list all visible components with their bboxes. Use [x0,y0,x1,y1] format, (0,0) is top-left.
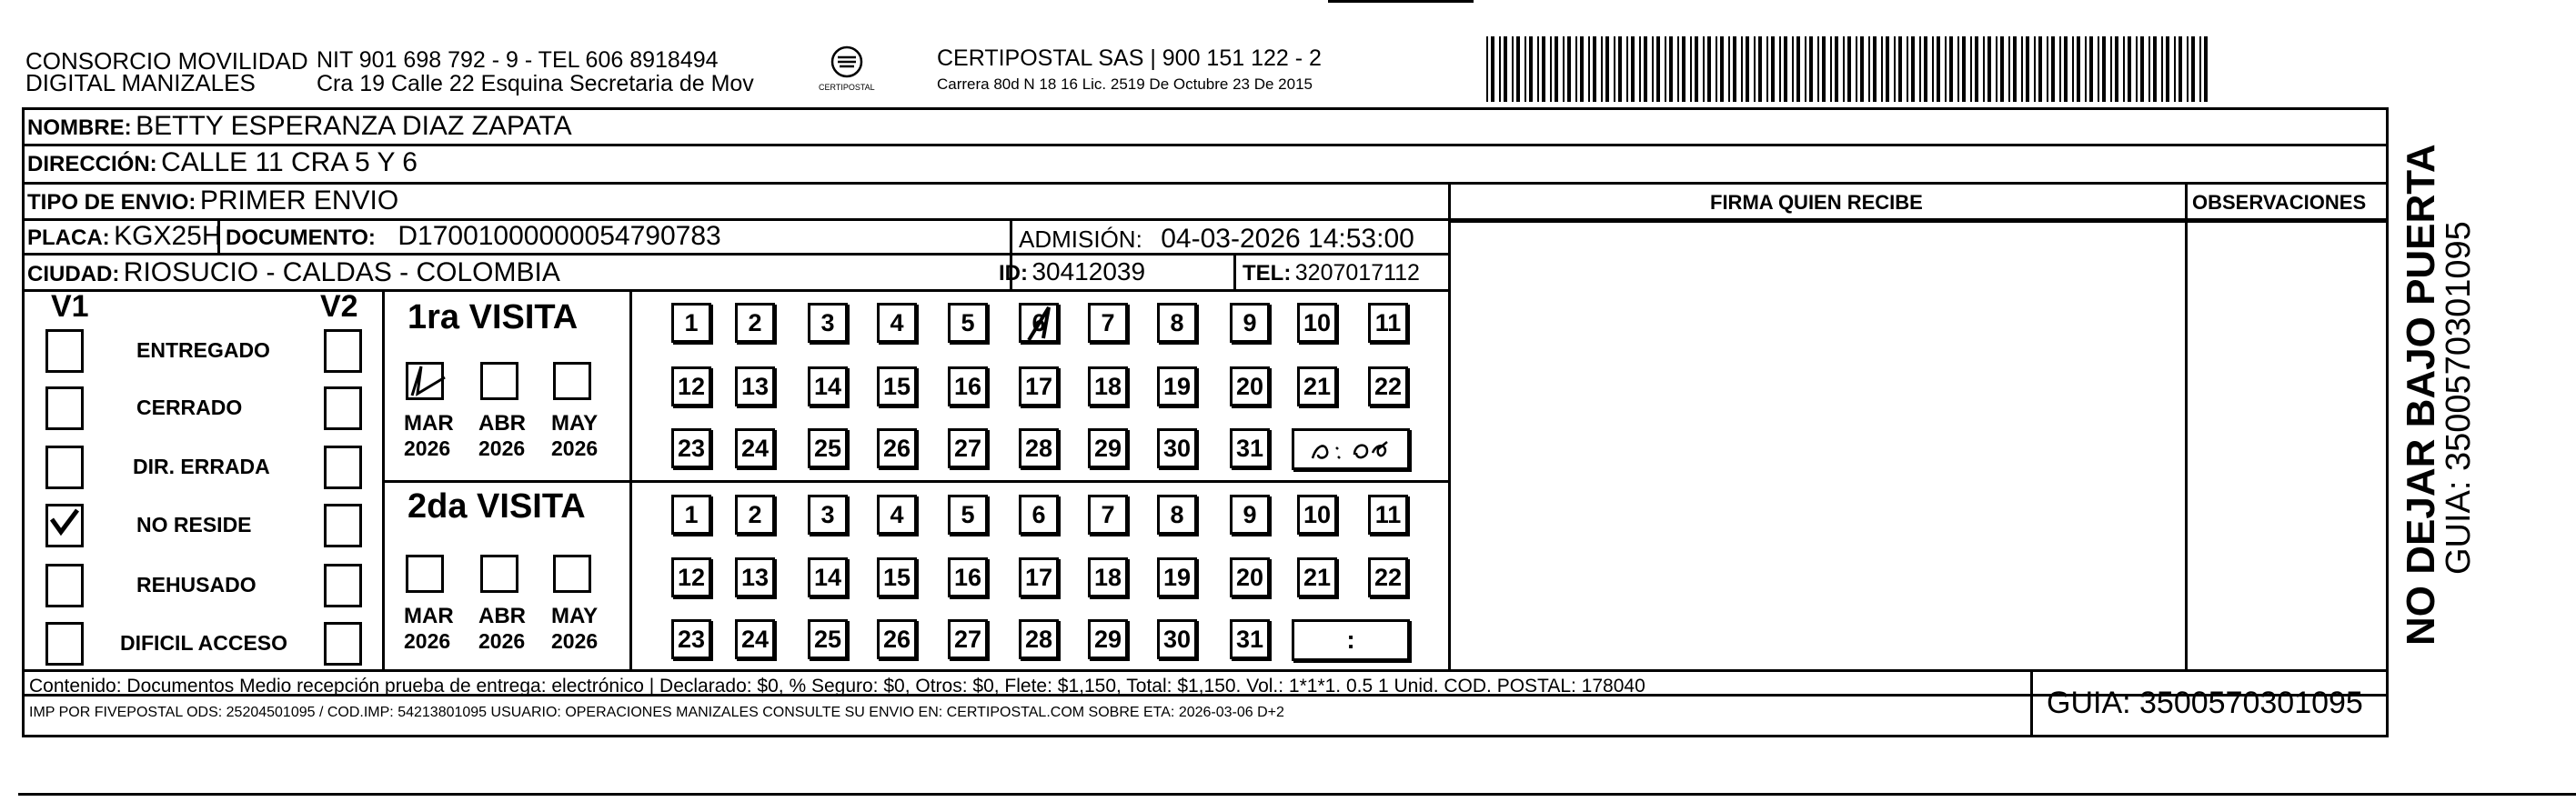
barcode-bar [2000,36,2004,102]
barcode-bar [1639,36,1641,102]
tel-label: TEL: [1243,261,1292,286]
day-box[interactable]: 19 [1157,557,1197,597]
barcode-bar [1618,36,1622,102]
barcode-bar [1614,36,1615,102]
barcode-bar [1919,36,1921,102]
barcode-bar [1856,36,1857,102]
barcode-bar [1809,36,1813,102]
day-box[interactable]: 3 [808,495,848,535]
barcode-bar [1644,36,1647,102]
barcode-bar [1695,36,1698,102]
v1-checkbox[interactable] [45,329,84,373]
day-box[interactable]: 16 [948,557,988,597]
day-box[interactable]: 21 [1297,366,1337,406]
day-box[interactable]: 13 [735,366,775,406]
barcode-bar [1652,36,1654,102]
company-name-line1: CONSORCIO MOVILIDAD [25,47,308,75]
firma-label: FIRMA QUIEN RECIBE [1710,191,1923,214]
barcode-bar [1766,36,1768,102]
month-checkbox[interactable] [406,555,444,593]
day-box[interactable]: 24 [735,428,775,468]
year-label: 2026 [478,629,526,653]
barcode-bar [2013,36,2017,102]
tel-value: 3207017112 [1294,260,1420,286]
day-box[interactable]: 18 [1088,557,1128,597]
barcode-bar [1996,36,1997,102]
day-box[interactable]: 31 [1230,428,1270,468]
tipo-label: TIPO DE ENVIO: [27,190,196,215]
barcode-bar [1682,36,1685,102]
day-box[interactable]: 13 [735,557,775,597]
barcode-bar [1601,36,1603,102]
day-box[interactable]: 30 [1157,428,1197,468]
v2-checkbox[interactable] [324,622,362,666]
day-box[interactable]: 27 [948,428,988,468]
day-box[interactable]: 3 [808,303,848,343]
barcode-bar [1746,36,1749,102]
barcode-bar [2187,36,2189,102]
barcode-bar [1911,36,1915,102]
day-box[interactable]: 19 [1157,366,1197,406]
barcode-bar [1733,36,1736,102]
year-label: 2026 [404,436,451,460]
day-box[interactable]: 30 [1157,619,1197,659]
nombre-label: NOMBRE: [27,115,132,140]
day-box[interactable]: 5 [948,495,988,535]
barcode-bar [1550,36,1552,102]
observaciones-label: OBSERVACIONES [2192,191,2367,214]
barcode-bar [1720,36,1724,102]
footer-content-line: Contenido: Documentos Medio recepción prueba de entrega: electrónico | Declarado: $0, % Seguro: $0, Otros: $0, Flete: $1,150, Total: $1,150. Vol.: 1*1*1. 0.5 1 Unid. COD. POSTAL: 178040 [29,676,1645,697]
v1-header: V1 [51,289,89,324]
placa-label: PLACA: [27,226,110,250]
id-row [999,259,1145,285]
month-checkbox[interactable] [480,555,518,593]
barcode-bar [1555,36,1558,102]
barcode-bar [2102,36,2106,102]
barcode-bar [2034,36,2036,102]
barcode-bar [1491,36,1494,102]
side-guia: GUIA: 3500570301095 [2440,221,2478,575]
barcode-bar [1758,36,1762,102]
barcode-bar [1792,36,1794,102]
v1-checkbox[interactable] [45,504,84,547]
day-box[interactable]: 12 [671,557,711,597]
barcode-bar [1894,36,1896,102]
status-label: REHUSADO [136,573,257,596]
barcode-bar [2174,36,2176,102]
barcode-bar [1504,36,1507,102]
day-box[interactable]: 22 [1368,366,1408,406]
barcode-bar [2128,36,2131,102]
admision-row [1019,226,1414,253]
barcode-bar [1486,36,1488,102]
ciudad-label: CIUDAD: [27,262,120,286]
barcode-bar [2204,36,2208,102]
barcode-bar [1656,36,1660,102]
barcode-bar [1499,36,1501,102]
barcode-bar [1784,36,1787,102]
barcode-bar [1975,36,1978,102]
barcode-bar [2115,36,2118,102]
day-box[interactable]: 1 [671,303,711,343]
day-box[interactable]: 2 [735,495,775,535]
documento-label: DOCUMENTO: [226,226,376,250]
month-checkbox[interactable] [480,362,518,400]
month-label: ABR [478,604,526,628]
barcode-bar [2077,36,2080,102]
barcode-bar [1907,36,1908,102]
barcode-bar [1626,36,1628,102]
day-box[interactable]: 4 [877,495,917,535]
v2-checkbox[interactable] [324,446,362,489]
barcode-bar [1516,36,1520,102]
day-box[interactable]: 21 [1297,557,1337,597]
barcode-bar [1898,36,1902,102]
barcode-bar [1563,36,1565,102]
status-label: NO RESIDE [136,513,252,536]
day-box[interactable]: 26 [877,428,917,468]
barcode-bar [1677,36,1679,102]
day-box[interactable]: 16 [948,366,988,406]
check-mark-icon [48,506,85,546]
month-label: MAY [551,411,599,436]
day-box[interactable]: 1 [671,495,711,535]
barcode-bar [2089,36,2093,102]
day-box[interactable]: 6 [1019,303,1059,343]
barcode-bar [1779,36,1781,102]
day-box[interactable]: 15 [877,557,917,597]
day-box[interactable]: 10 [1297,495,1337,535]
status-label: DIR. ERRADA [133,455,270,478]
day-box[interactable]: 25 [808,619,848,659]
day-box[interactable]: 29 [1088,428,1128,468]
barcode-bar [1728,36,1730,102]
barcode-bar [1575,36,1577,102]
barcode-bar [1957,36,1959,102]
company-address: Cra 19 Calle 22 Esquina Secretaria de Mov [317,71,754,96]
barcode-bar [1567,36,1571,102]
v1-checkbox[interactable] [45,564,84,607]
barcode-bar [1873,36,1877,102]
day-box[interactable]: 8 [1157,303,1197,343]
barcode-bar [2026,36,2029,102]
barcode-bar [2191,36,2195,102]
id-label: ID: [999,261,1028,286]
barcode-bar [1868,36,1870,102]
day-box[interactable]: 14 [808,557,848,597]
barcode-bar [2064,36,2068,102]
barcode-bar [1707,36,1711,102]
barcode-bar [1860,36,1864,102]
barcode-bar [1932,36,1934,102]
barcode-bar [1512,36,1514,102]
day-box[interactable]: 20 [1230,557,1270,597]
day-box[interactable]: 24 [735,619,775,659]
year-label: 2026 [551,629,599,653]
tipo-value: PRIMER ENVIO [199,185,399,216]
barcode-bar [1542,36,1545,102]
day-box[interactable]: 12 [671,366,711,406]
barcode-bar [1754,36,1756,102]
day-box[interactable]: 25 [808,428,848,468]
v2-checkbox[interactable] [324,564,362,607]
barcode-bar [2123,36,2125,102]
day-box[interactable]: 10 [1297,303,1337,343]
day-box[interactable]: 6 [1019,495,1059,535]
footer-print-line: IMP POR FIVEPOSTAL ODS: 25204501095 / COD.IMP: 54213801095 USUARIO: OPERACIONES MANIZALES CONSULTE SU ENVIO EN: CERTIPOSTAL.COM SOBRE ETA: 2026-03-06 D+2 [29,705,1284,720]
tipo-row [27,187,398,215]
barcode-bar [1962,36,1966,102]
second-visit-title: 2da VISITA [408,487,586,526]
barcode-bar [2161,36,2163,102]
id-value: 30412039 [1031,257,1146,286]
barcode-bar [2051,36,2055,102]
barcode-bar [1843,36,1845,102]
first-visit-time-box[interactable] [1292,428,1410,470]
v2-checkbox[interactable] [324,504,362,547]
certipostal-logo [815,42,879,100]
barcode-bar [1805,36,1806,102]
first-visit-title: 1ra VISITA [408,298,579,336]
placa-row [27,223,222,250]
day-box[interactable]: 15 [877,366,917,406]
status-label: CERRADO [136,396,243,419]
barcode-bar [1690,36,1692,102]
handwritten-time [1294,431,1407,467]
barcode-bar [2140,36,2144,102]
day-box[interactable]: 29 [1088,619,1128,659]
year-label: 2026 [404,629,451,653]
day-box[interactable]: 7 [1088,495,1128,535]
barcode [1486,36,2212,102]
barcode-bar [1847,36,1851,102]
barcode-bar [1970,36,1972,102]
barcode-bar [2038,36,2042,102]
day-box[interactable]: 22 [1368,557,1408,597]
admision-label: ADMISIÓN: [1019,226,1142,253]
day-box[interactable]: 9 [1230,303,1270,343]
day-box[interactable]: 28 [1019,619,1059,659]
barcode-bar [1983,36,1985,102]
second-visit-time-box[interactable]: : [1292,619,1410,661]
day-box[interactable]: 4 [877,303,917,343]
barcode-bar [2059,36,2061,102]
courier-address: Carrera 80d N 18 16 Lic. 2519 De Octubre 23 De 2015 [937,75,1313,93]
month-checkbox[interactable] [553,555,591,593]
v1-checkbox[interactable] [45,446,84,489]
status-label: ENTREGADO [136,338,270,362]
barcode-bar [1987,36,1991,102]
barcode-bar [1537,36,1539,102]
barcode-bar [2072,36,2074,102]
day-box[interactable]: 26 [877,619,917,659]
barcode-bar [1796,36,1800,102]
footer-guia: GUIA: 3500570301095 [2047,686,2363,720]
status-label: DIFICIL ACCESO [120,631,288,655]
day-box[interactable]: 5 [948,303,988,343]
barcode-bar [1924,36,1927,102]
v2-header: V2 [320,289,358,324]
day-box[interactable]: 28 [1019,428,1059,468]
day-box[interactable]: 11 [1368,303,1408,343]
barcode-bar [2179,36,2182,102]
company-nit: NIT 901 698 792 - 9 - TEL 606 8918494 [317,47,719,73]
day-box[interactable]: 23 [671,428,711,468]
day-box[interactable]: 17 [1019,557,1059,597]
barcode-bar [1945,36,1947,102]
day-box[interactable]: 11 [1368,495,1408,535]
day-box[interactable]: 9 [1230,495,1270,535]
barcode-bar [1949,36,1953,102]
v1-checkbox[interactable] [45,386,84,430]
v2-checkbox[interactable] [324,329,362,373]
month-label: MAY [551,604,599,628]
barcode-bar [2110,36,2112,102]
barcode-bar [1830,36,1832,102]
barcode-bar [1605,36,1609,102]
barcode-bar [1665,36,1666,102]
barcode-bar [1817,36,1819,102]
barcode-bar [1835,36,1838,102]
day-box[interactable]: 8 [1157,495,1197,535]
courier-name: CERTIPOSTAL SAS | 900 151 122 - 2 [937,45,1322,71]
bottom-rule [18,793,2576,796]
barcode-bar [1703,36,1705,102]
barcode-bar [2047,36,2048,102]
barcode-bar [1886,36,1889,102]
barcode-bar [1741,36,1743,102]
barcode-bar [1881,36,1883,102]
barcode-bar [1588,36,1590,102]
day-box[interactable]: 31 [1230,619,1270,659]
day-box[interactable]: 7 [1088,303,1128,343]
day-box[interactable]: 27 [948,619,988,659]
ciudad-value: RIOSUCIO - CALDAS - COLOMBIA [123,257,560,287]
side-warning: NO DEJAR BAJO PUERTA [2399,144,2443,646]
barcode-bar [2148,36,2150,102]
barcode-bar [2136,36,2138,102]
day-box[interactable]: 17 [1019,366,1059,406]
barcode-bar [1937,36,1940,102]
barcode-bar [1593,36,1596,102]
nombre-row [27,113,572,140]
direccion-row [27,149,418,176]
month-label: MAR [404,411,454,436]
barcode-bar [2153,36,2157,102]
v2-checkbox[interactable] [324,386,362,430]
barcode-bar [1771,36,1775,102]
barcode-bar [1631,36,1635,102]
month-checkbox[interactable] [553,362,591,400]
barcode-bar [1822,36,1826,102]
day-box[interactable]: 20 [1230,366,1270,406]
barcode-bar [1524,36,1526,102]
direccion-label: DIRECCIÓN: [27,152,157,176]
company-name-line2: DIGITAL MANIZALES [25,69,256,96]
admision-value: 04-03-2026 14:53:00 [1161,224,1414,254]
nombre-value: BETTY ESPERANZA DIAZ ZAPATA [136,111,572,141]
handwritten-mark-icon [408,365,463,401]
placa-value: KGX25H [114,221,222,251]
direccion-value: CALLE 11 CRA 5 Y 6 [161,147,418,177]
v1-checkbox[interactable] [45,622,84,666]
month-label: ABR [478,411,526,436]
documento-row [226,223,721,250]
documento-value: D17001000000054790783 [397,221,721,251]
year-label: 2026 [551,436,599,460]
year-label: 2026 [478,436,526,460]
barcode-bar [1529,36,1533,102]
month-checkbox[interactable] [406,362,444,400]
tel-row [1243,262,1420,285]
barcode-bar [1669,36,1673,102]
top-mark [1328,0,1474,3]
barcode-bar [2021,36,2023,102]
barcode-bar [1716,36,1717,102]
day-box[interactable]: 18 [1088,366,1128,406]
barcode-bar [2085,36,2087,102]
barcode-bar [1580,36,1584,102]
barcode-bar [2166,36,2169,102]
barcode-bar [2098,36,2099,102]
day-box[interactable]: 14 [808,366,848,406]
day-box[interactable]: 2 [735,303,775,343]
barcode-bar [2199,36,2201,102]
logo-text: CERTIPOSTAL [819,83,875,92]
month-label: MAR [404,604,454,628]
barcode-bar [2008,36,2010,102]
handwritten-mark-icon [1021,306,1058,342]
ciudad-row [27,259,560,286]
day-box[interactable]: 23 [671,619,711,659]
